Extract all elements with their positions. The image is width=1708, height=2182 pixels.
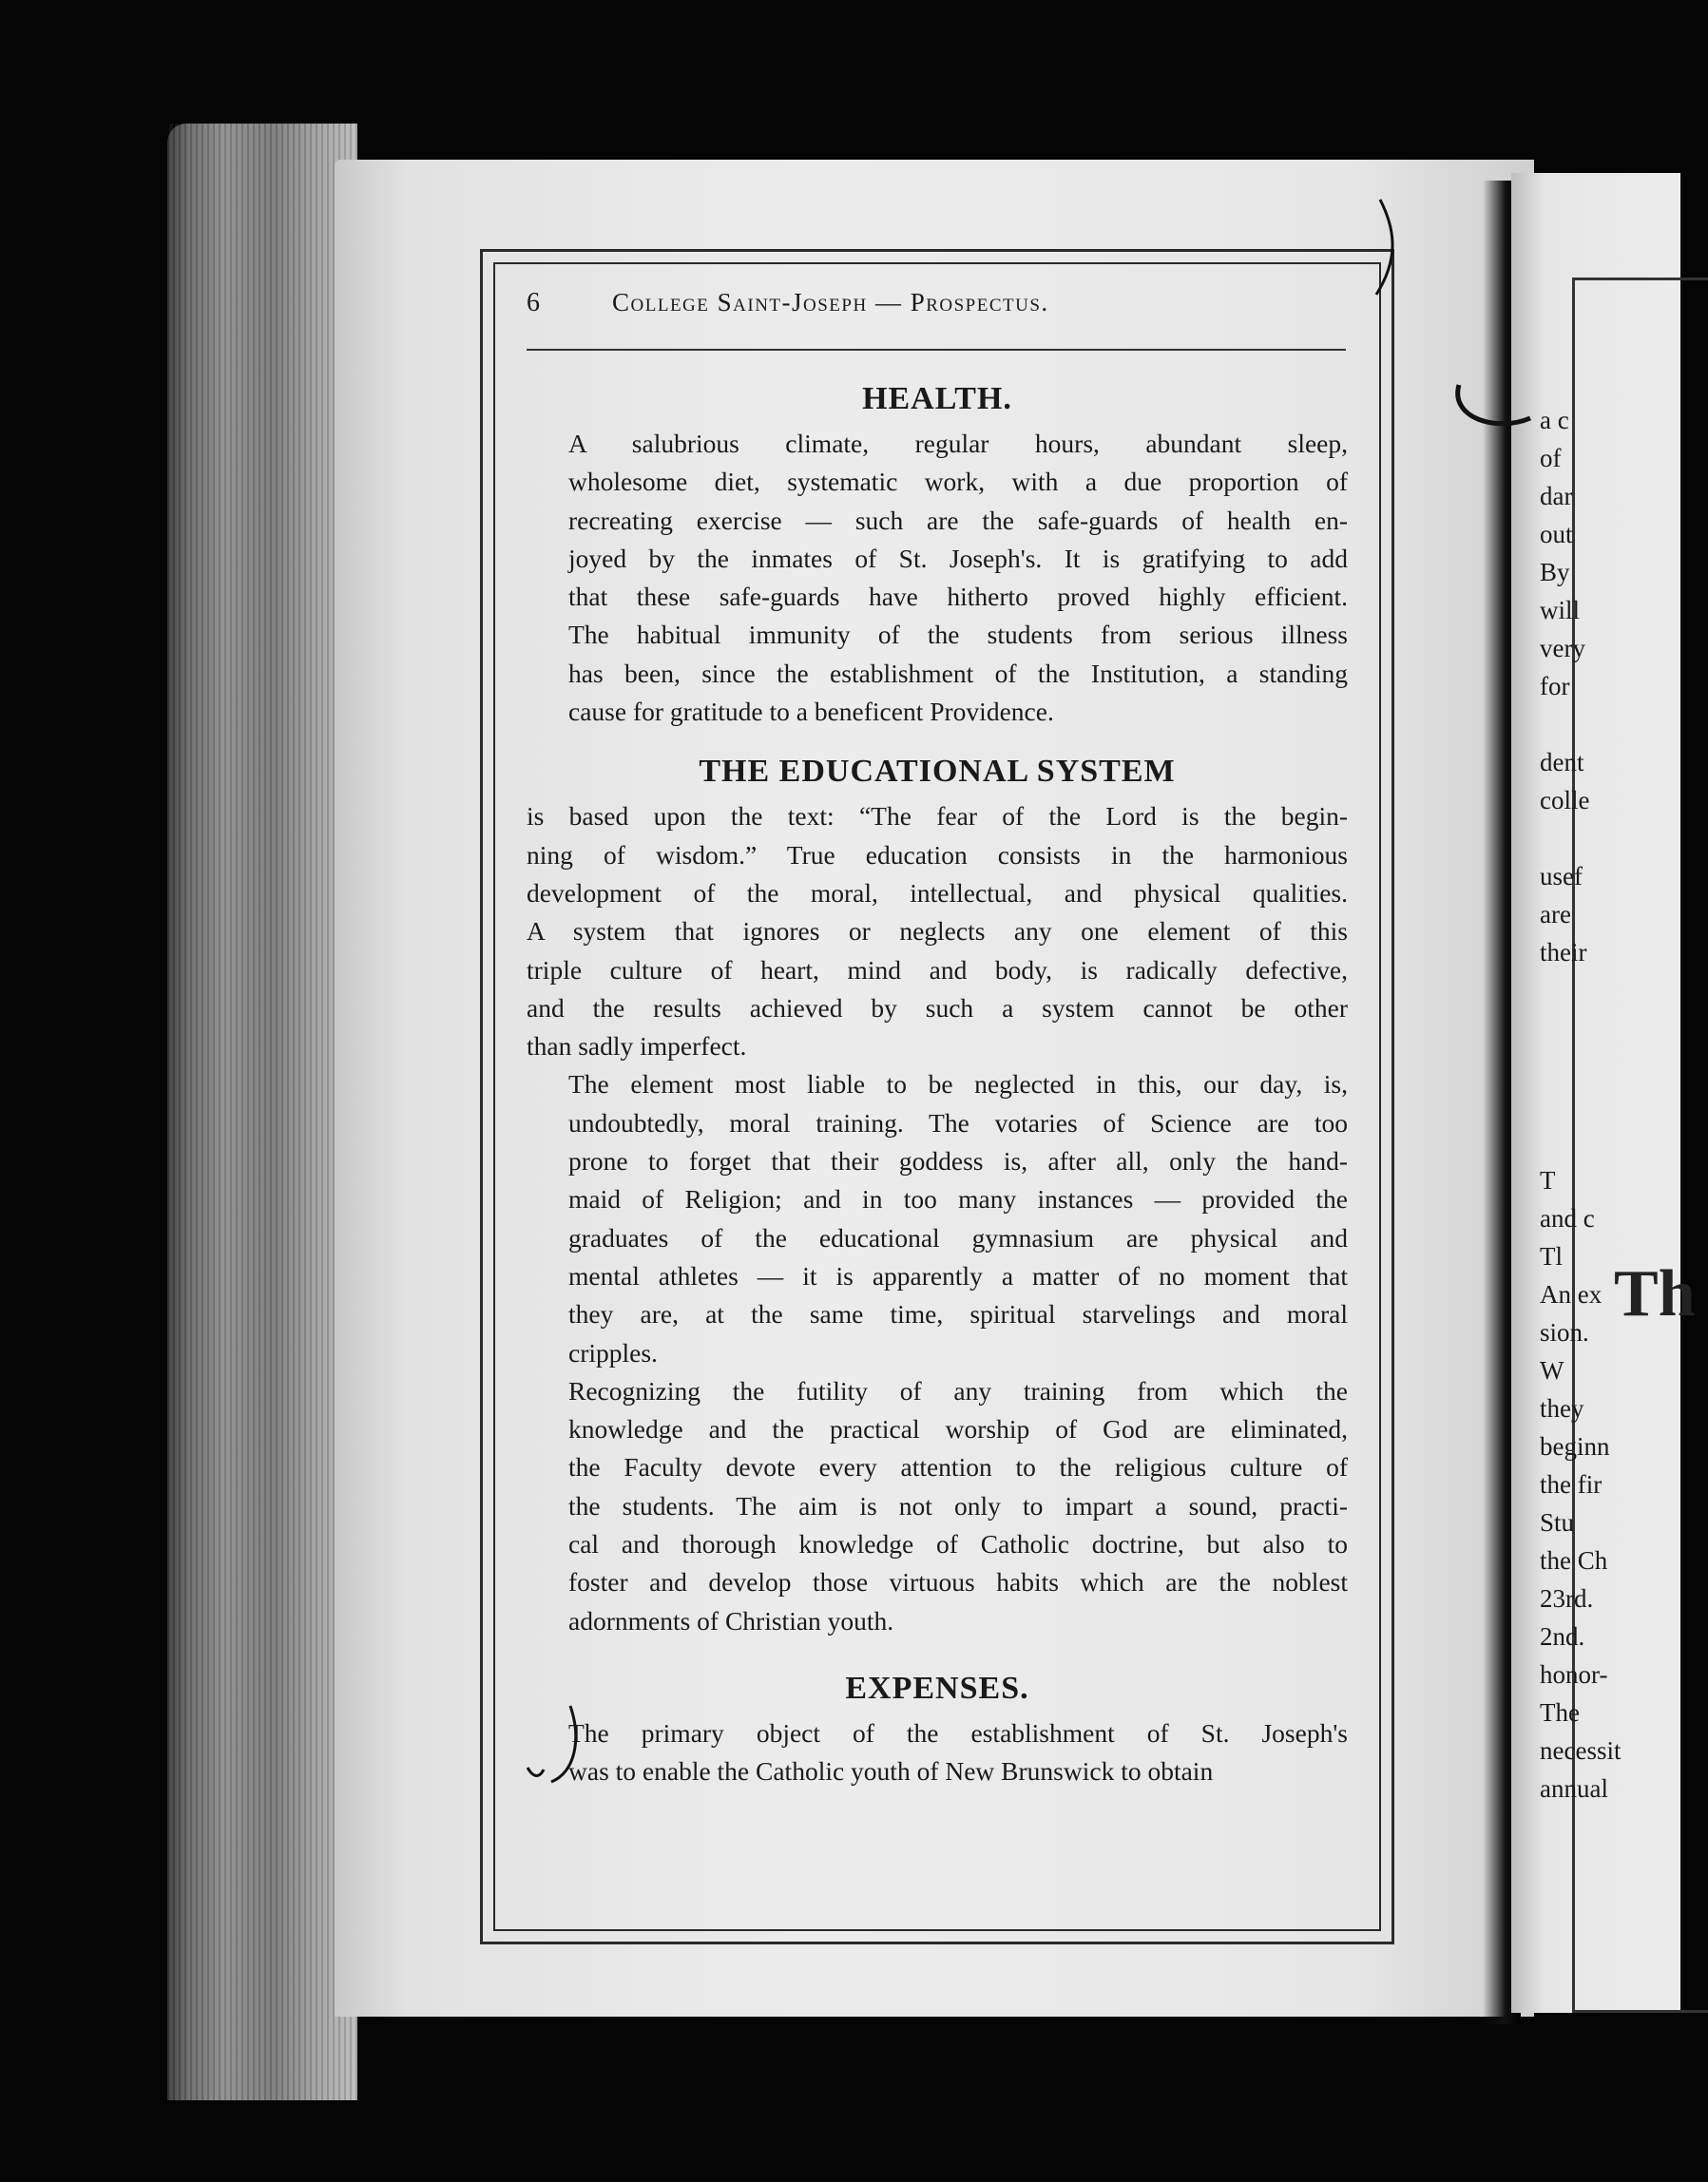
heading-expenses: EXPENSES.	[845, 1670, 1029, 1706]
text-line: and the results achieved by such a system cannot be other	[527, 992, 1348, 1023]
facing-page-fragment: of	[1540, 444, 1562, 472]
facing-page-fragment: sion.	[1540, 1318, 1589, 1347]
page-number: 6	[527, 288, 541, 317]
text-line: that these safe-guards have hitherto proved highly efficient.	[568, 582, 1348, 612]
facing-page-fragment: W	[1540, 1356, 1564, 1385]
text-line: Recognizing the futility of any training from which the	[568, 1375, 1348, 1406]
facing-page-fragment	[1511, 1123, 1680, 1161]
facing-page-fragment	[1511, 971, 1680, 1009]
facing-page	[1511, 173, 1696, 2013]
facing-page-fragment: colle	[1540, 786, 1590, 814]
text-line: is based upon the text: “The fear of the Lord is the begin-	[527, 801, 1348, 832]
text-line: The habitual immunity of the students from serious illness	[568, 620, 1348, 650]
text-line: The primary object of the establishment of St. Joseph's	[568, 1717, 1348, 1748]
text-line: has been, since the establishment of the Institution, a standing	[568, 658, 1348, 688]
facing-page-fragment: An ex	[1540, 1280, 1602, 1309]
paragraph-health	[527, 425, 1348, 731]
facing-page-fragment: dar	[1540, 482, 1573, 510]
facing-page-fragment: Tl	[1540, 1242, 1563, 1271]
heading-health: HEALTH.	[862, 381, 1012, 416]
text-line: mental athletes — it is apparently a matter of no moment that	[568, 1260, 1348, 1291]
text-line: foster and develop those virtuous habits which are the noblest	[568, 1567, 1348, 1598]
text-line: was to enable the Catholic youth of New Brunswick to obtain	[568, 1756, 1214, 1787]
facing-page-fragment: for	[1540, 672, 1570, 700]
facing-page-fragment: they	[1540, 1394, 1584, 1423]
facing-page-fragment: dent	[1540, 748, 1584, 776]
facing-page-fragment	[1511, 1047, 1680, 1085]
facing-page-fragment: a c	[1540, 406, 1569, 434]
running-head-title: College Saint-Joseph — Prospectus.	[612, 288, 1049, 316]
facing-page-fragment: very	[1540, 634, 1585, 662]
text-line: graduates of the educational gymnasium are physical and	[568, 1222, 1348, 1253]
text-line: A system that ignores or neglects any one element of this	[527, 916, 1348, 947]
text-line: adornments of Christian youth.	[568, 1605, 894, 1636]
pencil-mark-bottom	[523, 1701, 589, 1787]
pencil-mark-top	[1369, 195, 1407, 299]
facing-page-fragment: necessit	[1540, 1736, 1622, 1765]
text-line: ning of wisdom.” True education consists in the harmonious	[527, 839, 1348, 870]
text-line: prone to forget that their goddess is, after all, only the hand-	[568, 1146, 1348, 1177]
page-content	[527, 288, 1348, 1791]
pencil-mark-curve	[1449, 380, 1535, 437]
page-border-outer	[480, 249, 1394, 1944]
facing-page-fragment	[1511, 1085, 1680, 1123]
facing-page-fragment: out	[1540, 520, 1573, 548]
text-line: development of the moral, intellectual, and physical qualities.	[527, 877, 1348, 908]
facing-page-fragment	[1511, 819, 1680, 857]
paragraph-educational-system-1	[527, 797, 1348, 1065]
text-line: triple culture of heart, mind and body, is radically defective,	[527, 954, 1348, 985]
facing-page-heading-fragment: Th	[1614, 1257, 1696, 1330]
facing-page-fragment: the fir	[1540, 1470, 1602, 1499]
text-line: The element most liable to be neglected in this, our day, is,	[568, 1069, 1348, 1100]
facing-page-fragment: will	[1540, 596, 1581, 624]
text-line: they are, at the same time, spiritual starvelings and moral	[568, 1299, 1348, 1330]
text-line: cripples.	[568, 1337, 658, 1368]
facing-page-fragment: their	[1540, 938, 1587, 967]
facing-page-fragment: 2nd.	[1540, 1622, 1585, 1651]
facing-page-fragment: usef	[1540, 862, 1583, 890]
running-head	[527, 288, 1348, 335]
facing-page-fragment	[1511, 705, 1680, 743]
facing-page-fragment: and c	[1540, 1204, 1595, 1233]
text-line: cal and thorough knowledge of Catholic doctrine, but also to	[568, 1529, 1348, 1560]
facing-page-fragment	[1511, 1009, 1680, 1047]
facing-page-fragment: The	[1540, 1698, 1580, 1727]
facing-page-fragment: the Ch	[1540, 1546, 1608, 1575]
text-line: undoubtedly, moral training. The votaries of Science are too	[568, 1107, 1348, 1138]
text-line: wholesome diet, systematic work, with a due proportion of	[568, 467, 1348, 497]
facing-page-fragment: beginn	[1540, 1432, 1610, 1461]
text-line: joyed by the inmates of St. Joseph's. It is gratifying to add	[568, 543, 1348, 573]
paragraph-educational-system-3	[527, 1372, 1348, 1640]
text-line: cause for gratitude to a beneficent Providence.	[568, 697, 1054, 727]
heading-educational-system: THE EDUCATIONAL SYSTEM	[699, 754, 1176, 790]
header-rule	[527, 349, 1346, 351]
text-line: maid of Religion; and in too many instances — provided the	[568, 1184, 1348, 1215]
facing-page-fragment: By	[1540, 558, 1570, 586]
text-line: A salubrious climate, regular hours, abundant sleep,	[568, 429, 1348, 458]
facing-page-text	[1511, 401, 1680, 1808]
text-line: the students. The aim is not only to impart a sound, practi-	[568, 1490, 1348, 1521]
paragraph-expenses	[527, 1714, 1348, 1791]
facing-page-fragment: T	[1540, 1166, 1556, 1195]
text-line: recreating exercise — such are the safe-guards of health en-	[568, 505, 1348, 535]
facing-page-fragment: are	[1540, 900, 1571, 928]
text-line: the Faculty devote every attention to the religious culture of	[568, 1452, 1348, 1483]
text-line: knowledge and the practical worship of God are eliminated,	[568, 1414, 1348, 1445]
book-page-edges	[167, 124, 357, 2100]
facing-page-fragment: honor-	[1540, 1660, 1608, 1689]
facing-page-fragment: 23rd.	[1540, 1584, 1594, 1613]
facing-page-fragment: annual	[1540, 1774, 1608, 1803]
paragraph-educational-system-2	[527, 1065, 1348, 1371]
text-line: than sadly imperfect.	[527, 1031, 747, 1062]
facing-page-fragment: Stu	[1540, 1508, 1575, 1537]
